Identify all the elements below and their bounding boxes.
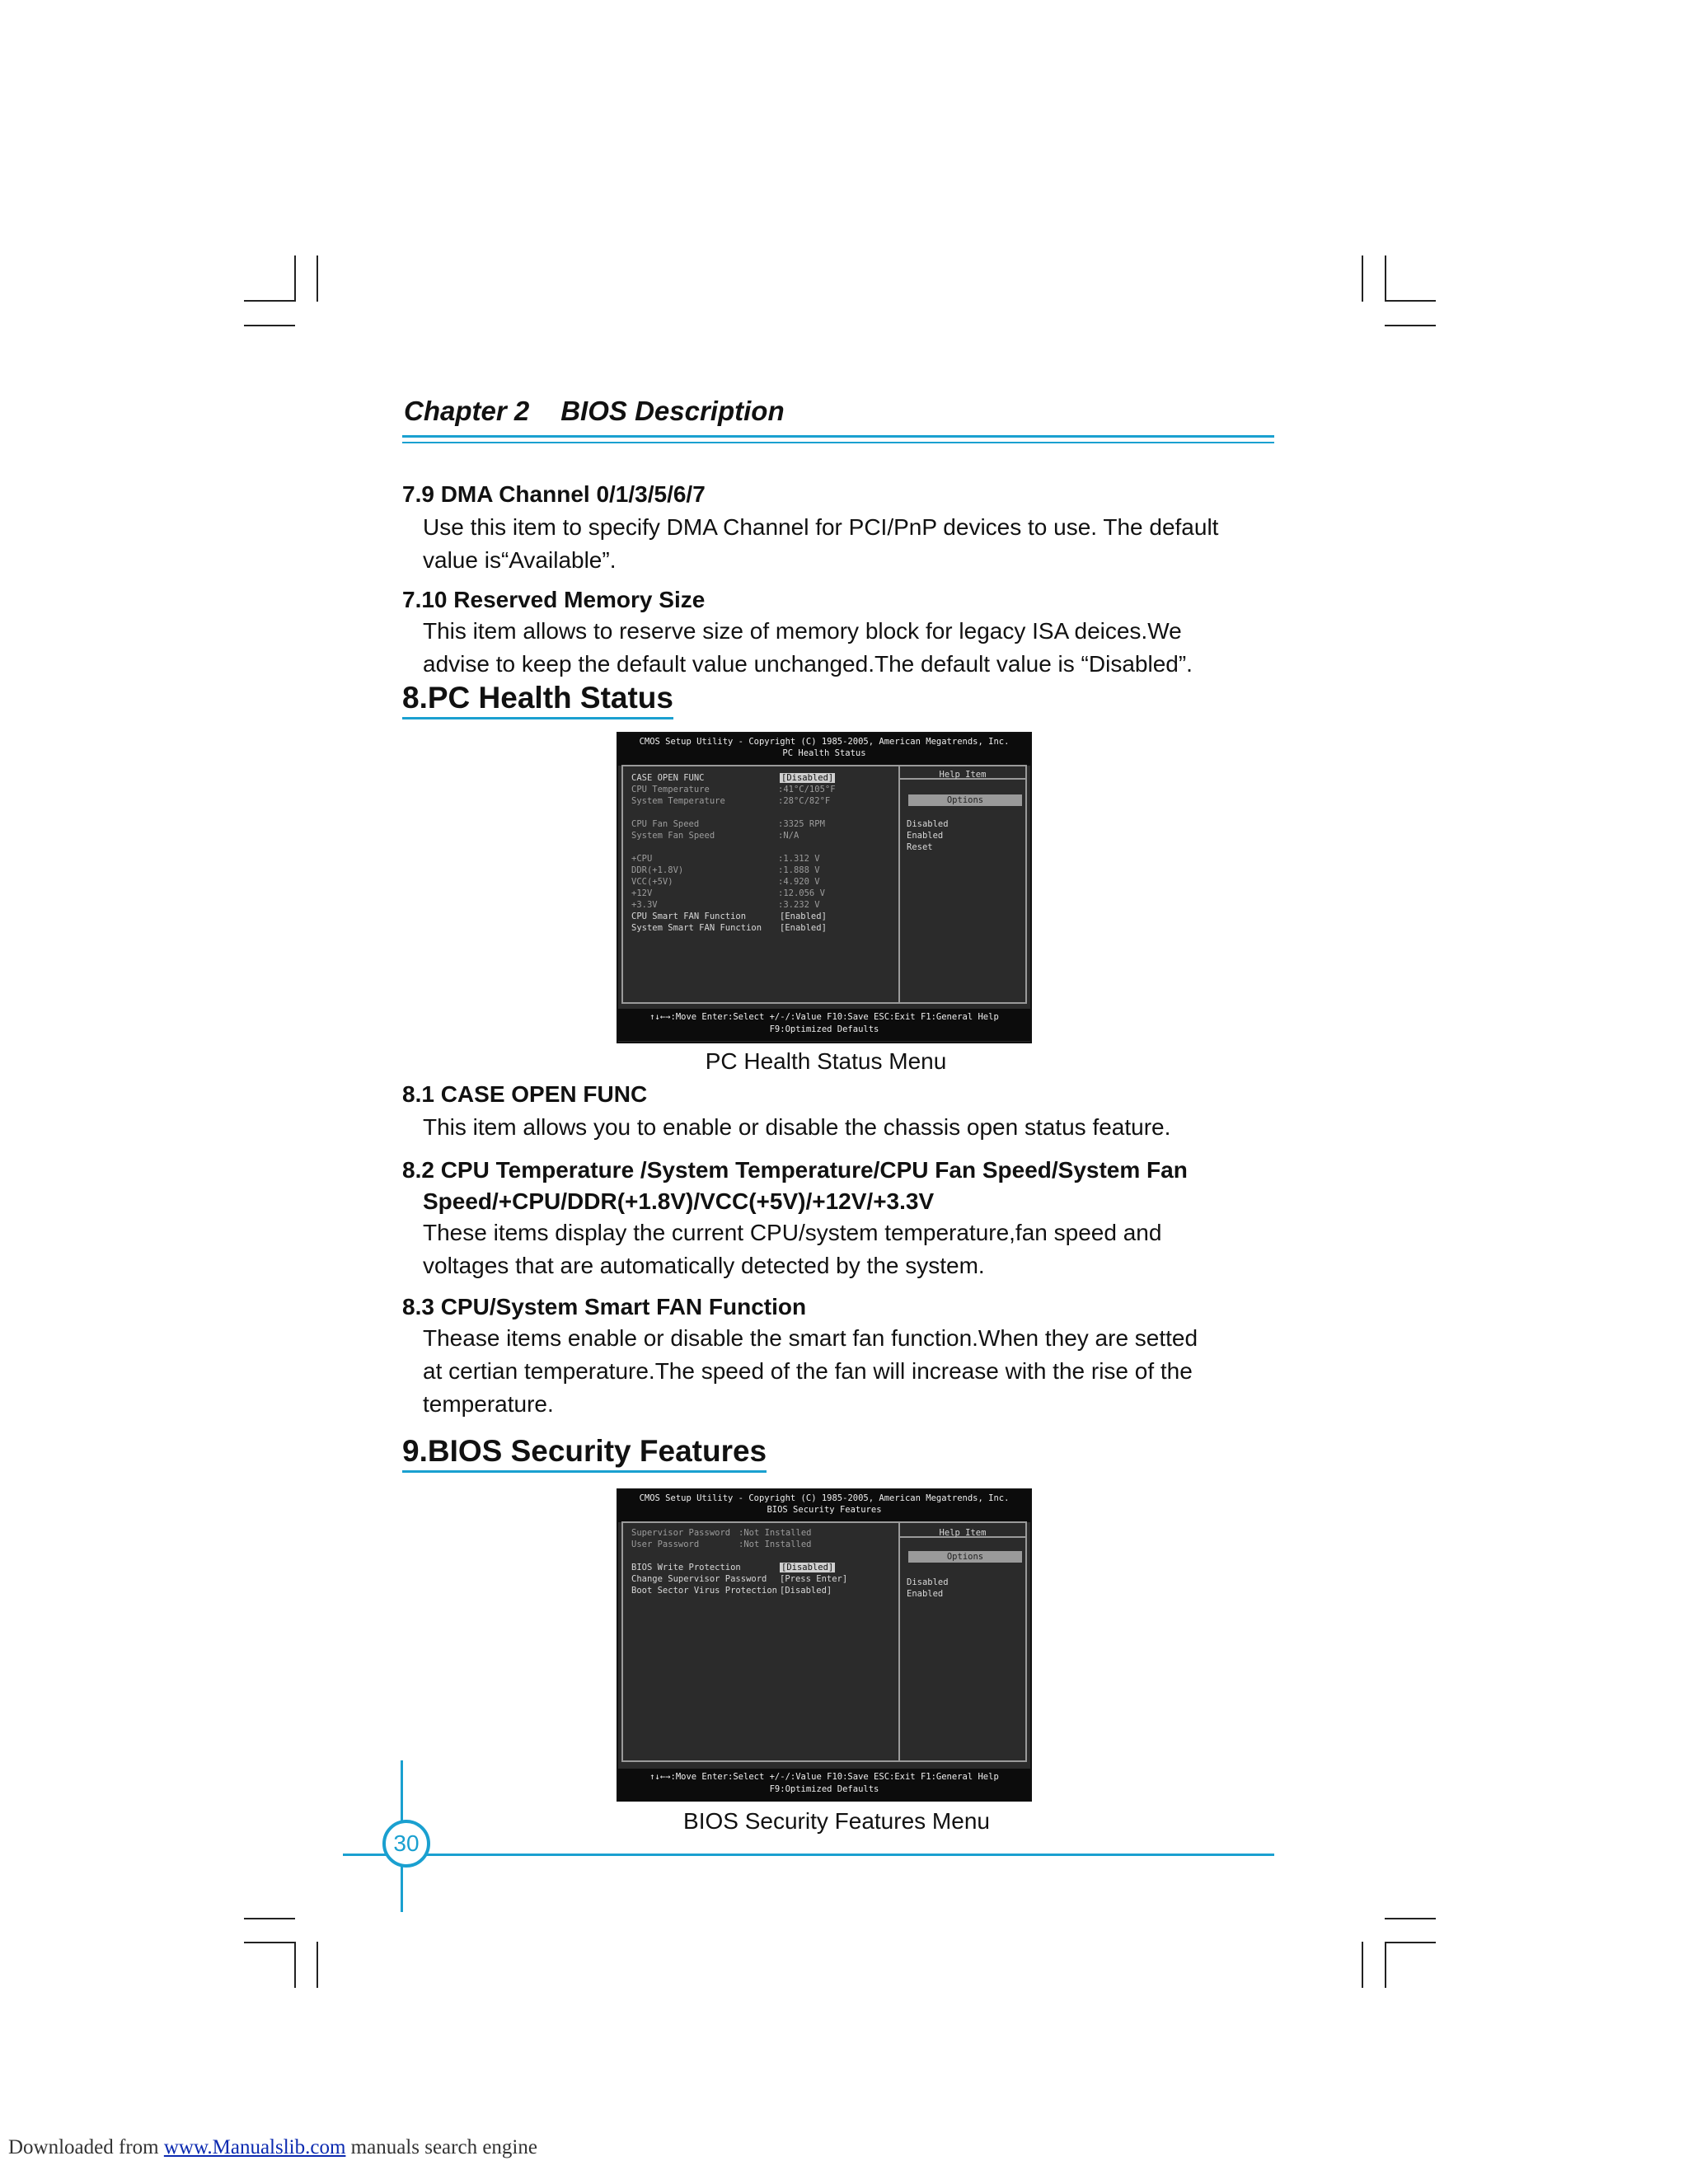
crop-mark xyxy=(1362,255,1363,302)
bios-item-label: VCC(+5V) xyxy=(631,877,673,887)
bios-title-bar xyxy=(618,1490,1030,1522)
bios-item-value[interactable]: [Press Enter] xyxy=(780,1574,848,1584)
bios-item-value: :3325 RPM xyxy=(778,819,825,829)
bios-item-value: :4.920 V xyxy=(778,877,820,887)
bios-item-value[interactable]: [Enabled] xyxy=(780,923,827,933)
bios-item-label[interactable]: BIOS Write Protection xyxy=(631,1563,741,1572)
body-line: voltages that are automatically detected by the system. xyxy=(423,1253,985,1278)
crop-mark xyxy=(1385,1918,1436,1919)
bios-screen-pc-health xyxy=(617,732,1032,1043)
header-rule xyxy=(402,442,1274,443)
body-line: This item allows to reserve size of memory block for legacy ISA deices.We xyxy=(423,618,1182,644)
bios-item-value[interactable]: [Disabled] xyxy=(781,773,834,783)
section-body xyxy=(423,1216,1280,1282)
download-suffix: manuals search engine xyxy=(345,2136,537,2158)
body-line: This item allows you to enable or disable the chassis open status feature. xyxy=(423,1114,1171,1140)
figure-caption: BIOS Security Features Menu xyxy=(683,1808,990,1834)
manualslib-link[interactable]: www.Manualslib.com xyxy=(163,2136,346,2158)
bios-item-value: :3.232 V xyxy=(778,900,820,910)
bios-item-label: User Password xyxy=(631,1540,700,1549)
section-heading: 7.10 Reserved Memory Size xyxy=(402,587,706,612)
bios-item-label[interactable]: System Smart FAN Function xyxy=(631,923,762,933)
body-line: temperature. xyxy=(423,1391,554,1417)
body-line: value is“Available”. xyxy=(423,547,617,573)
footer-rule xyxy=(343,1854,1274,1856)
crop-mark xyxy=(1385,1942,1436,1943)
crop-mark xyxy=(1385,300,1436,302)
section-heading-major: 8.PC Health Status xyxy=(402,681,673,719)
bios-item-label: CPU Temperature xyxy=(631,785,710,794)
section-heading: 8.3 CPU/System Smart FAN Function xyxy=(402,1294,807,1319)
bios-title-bar xyxy=(618,733,1030,766)
body-line: at certian temperature.The speed of the fan will increase with the rise of the xyxy=(423,1358,1193,1384)
bios-item-label: CPU Fan Speed xyxy=(631,819,700,829)
bios-subtitle: PC Health Status xyxy=(782,748,866,758)
bios-item-value: :12.056 V xyxy=(778,888,825,898)
crop-mark xyxy=(1362,1942,1363,1988)
section-heading xyxy=(402,1157,1188,1215)
bios-option[interactable]: Disabled xyxy=(907,819,949,829)
bios-item-value[interactable]: [Disabled] xyxy=(780,1586,832,1596)
bios-item-label: +12V xyxy=(631,888,653,898)
bios-footer-keys: F9:Optimized Defaults xyxy=(769,1784,879,1794)
crop-mark xyxy=(294,1942,296,1988)
bios-item-label: System Fan Speed xyxy=(631,831,715,841)
bios-help-divider xyxy=(898,1521,900,1760)
bios-option[interactable]: Enabled xyxy=(907,1589,944,1599)
section-body xyxy=(423,615,1280,681)
download-footer xyxy=(8,2136,537,2159)
crop-mark xyxy=(244,300,295,302)
bios-item-label: +CPU xyxy=(631,854,653,864)
figure-caption: PC Health Status Menu xyxy=(705,1048,947,1074)
header-rule xyxy=(402,435,1274,438)
bios-item-label: +3.3V xyxy=(631,900,658,910)
bios-help-divider xyxy=(898,765,900,1002)
bios-item-value: :28°C/82°F xyxy=(778,796,831,806)
crop-mark xyxy=(244,1942,295,1943)
bios-screen-security xyxy=(617,1488,1032,1802)
crop-mark xyxy=(294,255,296,302)
bios-footer-keys: ↑↓←→:Move Enter:Select +/-/:Value F10:Save ESC:Exit F1:General Help xyxy=(649,1012,999,1022)
chapter-header xyxy=(404,396,816,427)
bios-item-label: Supervisor Password xyxy=(631,1528,731,1538)
section-heading: 7.9 DMA Channel 0/1/3/5/6/7 xyxy=(402,481,706,507)
section-body xyxy=(423,1322,1280,1421)
download-prefix: Downloaded from xyxy=(8,2136,164,2158)
page-number: 30 xyxy=(382,1820,430,1868)
bios-option[interactable]: Disabled xyxy=(907,1577,949,1587)
bios-item-value[interactable]: [Enabled] xyxy=(780,912,827,921)
section-body xyxy=(423,1111,1280,1144)
section-heading-major: 9.BIOS Security Features xyxy=(402,1434,767,1473)
bios-item-label[interactable]: Change Supervisor Password xyxy=(631,1574,767,1584)
section-body xyxy=(423,511,1280,577)
bios-item-value: :Not Installed xyxy=(738,1540,812,1549)
section-heading: 8.1 CASE OPEN FUNC xyxy=(402,1081,648,1107)
body-line: These items display the current CPU/system temperature,fan speed and xyxy=(423,1220,1162,1245)
crop-mark xyxy=(316,1942,318,1988)
body-line: Use this item to specify DMA Channel for PCI/PnP devices to use. The default xyxy=(423,514,1219,540)
crop-mark xyxy=(244,325,295,326)
bios-item-value: :1.312 V xyxy=(778,854,820,864)
crop-mark xyxy=(244,1918,295,1919)
bios-title: CMOS Setup Utility - Copyright (C) 1985-2005, American Megatrends, Inc. xyxy=(639,1493,1010,1503)
bios-item-value: :N/A xyxy=(778,831,799,841)
chapter-title: BIOS Description xyxy=(560,396,785,426)
bios-item-value: :1.888 V xyxy=(778,865,820,875)
bios-options-label: Options xyxy=(908,1551,1022,1563)
bios-item-label[interactable]: CASE OPEN FUNC xyxy=(631,773,705,783)
body-line: Thease items enable or disable the smart fan function.When they are setted xyxy=(423,1325,1198,1351)
heading-line: 8.2 CPU Temperature /System Temperature/CPU Fan Speed/System Fan xyxy=(402,1157,1188,1183)
body-line: advise to keep the default value unchanged.The default value is “Disabled”. xyxy=(423,651,1193,677)
bios-help-title: Help Item xyxy=(939,1528,987,1538)
bios-footer-keys: F9:Optimized Defaults xyxy=(769,1024,879,1034)
bios-item-label: DDR(+1.8V) xyxy=(631,865,684,875)
heading-line: Speed/+CPU/DDR(+1.8V)/VCC(+5V)/+12V/+3.3V xyxy=(423,1188,935,1214)
bios-item-value: :41°C/105°F xyxy=(778,785,836,794)
crop-mark xyxy=(316,255,318,302)
bios-footer-keys: ↑↓←→:Move Enter:Select +/-/:Value F10:Save ESC:Exit F1:General Help xyxy=(649,1772,999,1782)
bios-item-value: :Not Installed xyxy=(738,1528,812,1538)
bios-item-label[interactable]: CPU Smart FAN Function xyxy=(631,912,747,921)
bios-footer xyxy=(618,1769,1030,1801)
bios-footer xyxy=(618,1009,1030,1041)
bios-help-title: Help Item xyxy=(939,770,987,780)
bios-option[interactable]: Reset xyxy=(907,842,933,852)
chapter-label: Chapter 2 xyxy=(404,396,530,426)
bios-options-label: Options xyxy=(908,794,1022,806)
bios-title: CMOS Setup Utility - Copyright (C) 1985-2005, American Megatrends, Inc. xyxy=(639,737,1010,747)
bios-option[interactable]: Enabled xyxy=(907,831,944,841)
bios-item-value[interactable]: [Disabled] xyxy=(781,1563,834,1572)
crop-mark xyxy=(1385,1942,1386,1988)
crop-mark xyxy=(1385,325,1436,326)
bios-item-label: System Temperature xyxy=(631,796,725,806)
bios-subtitle: BIOS Security Features xyxy=(767,1505,882,1515)
bios-item-label[interactable]: Boot Sector Virus Protection xyxy=(631,1586,778,1596)
crop-mark xyxy=(1385,255,1386,302)
